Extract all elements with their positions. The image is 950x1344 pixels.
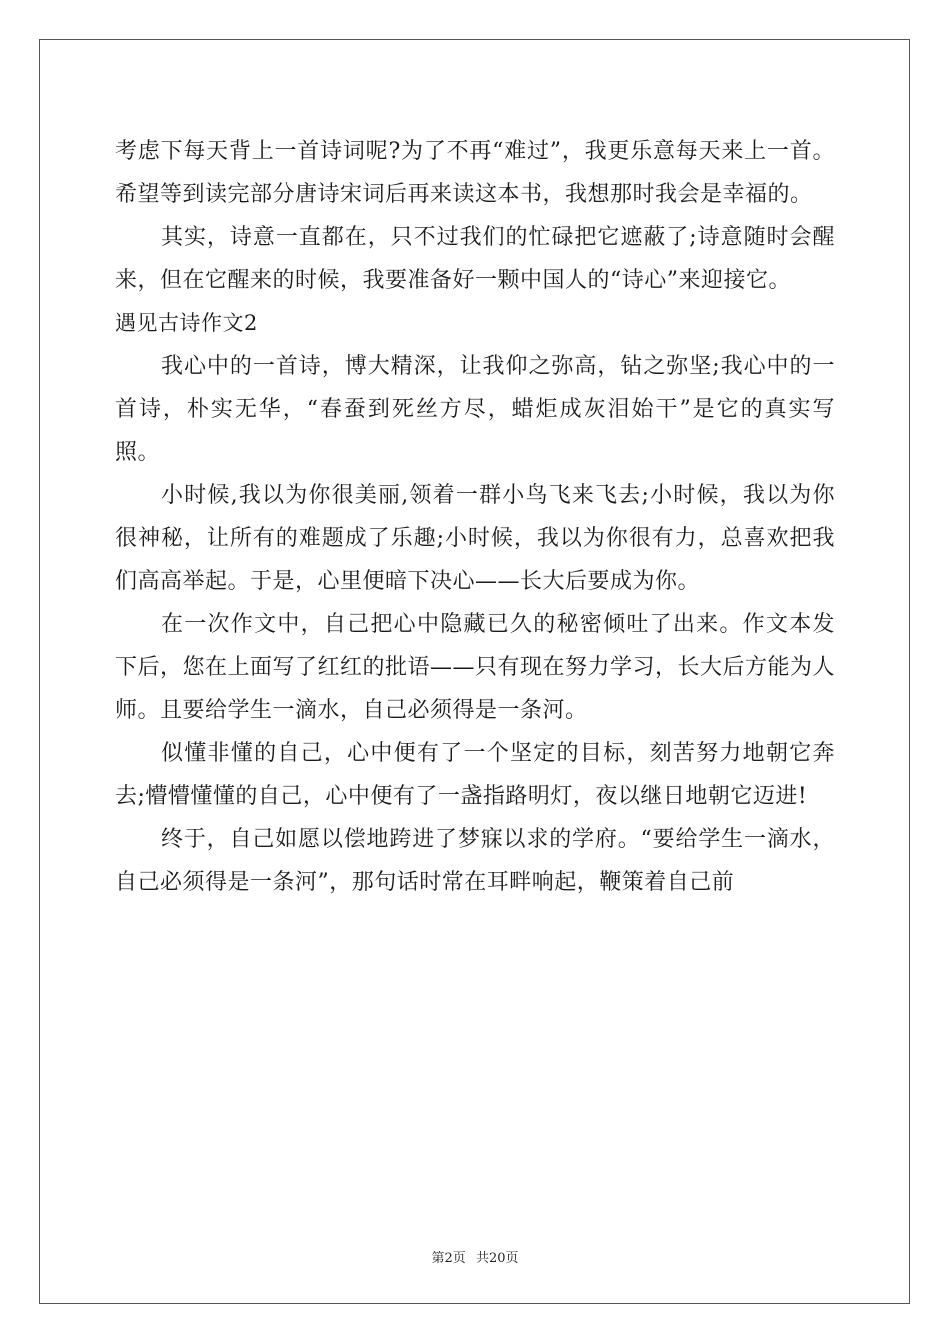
paragraph: 其实，诗意一直都在，只不过我们的忙碌把它遮蔽了;诗意随时会醒来，但在它醒来的时候，我要准备好一颗中国人的“诗心”来迎接它。 (115, 225, 835, 293)
document-body (115, 130, 835, 904)
page-number: 第2页 (431, 1251, 466, 1266)
section-heading: 遇见古诗作文2 (115, 311, 258, 335)
paragraph: 在一次作文中，自己把心中隐藏已久的秘密倾吐了出来。作文本发下后，您在上面写了红红的批语——只有现在努力学习，长大后方能为人师。且要给学生一滴水，自己必须得是一条河。 (115, 612, 836, 723)
page-footer (0, 1247, 950, 1266)
paragraph: 似懂非懂的自己，心中便有了一个坚定的目标，刻苦努力地朝它奔去;懵懵懂懂的自己，心中便有了一盏指路明灯，夜以继日地朝它迈进! (115, 741, 835, 809)
paragraph: 我心中的一首诗，博大精深，让我仰之弥高，钻之弥坚;我心中的一首诗，朴实无华，“春蚕到死丝方尽，蜡炬成灰泪始干”是它的真实写照。 (115, 354, 835, 465)
page-total: 共20页 (475, 1251, 519, 1266)
paragraph: 小时候,我以为你很美丽,领着一群小鸟飞来飞去;小时候，我以为你很神秘，让所有的难题成了乐趣;小时候，我以为你很有力，总喜欢把我们高高举起。于是，心里便暗下决心——长大后要成为你。 (115, 483, 835, 594)
paragraph: 终于，自己如愿以偿地跨进了梦寐以求的学府。“要给学生一滴水，自己必须得是一条河”，那句话时常在耳畔响起，鞭策着自己前 (115, 827, 835, 895)
paragraph-continued: 考虑下每天背上一首诗词呢?为了不再“难过”，我更乐意每天来上一首。希望等到读完部分唐诗宋词后再来读这本书，我想那时我会是幸福的。 (115, 139, 835, 207)
